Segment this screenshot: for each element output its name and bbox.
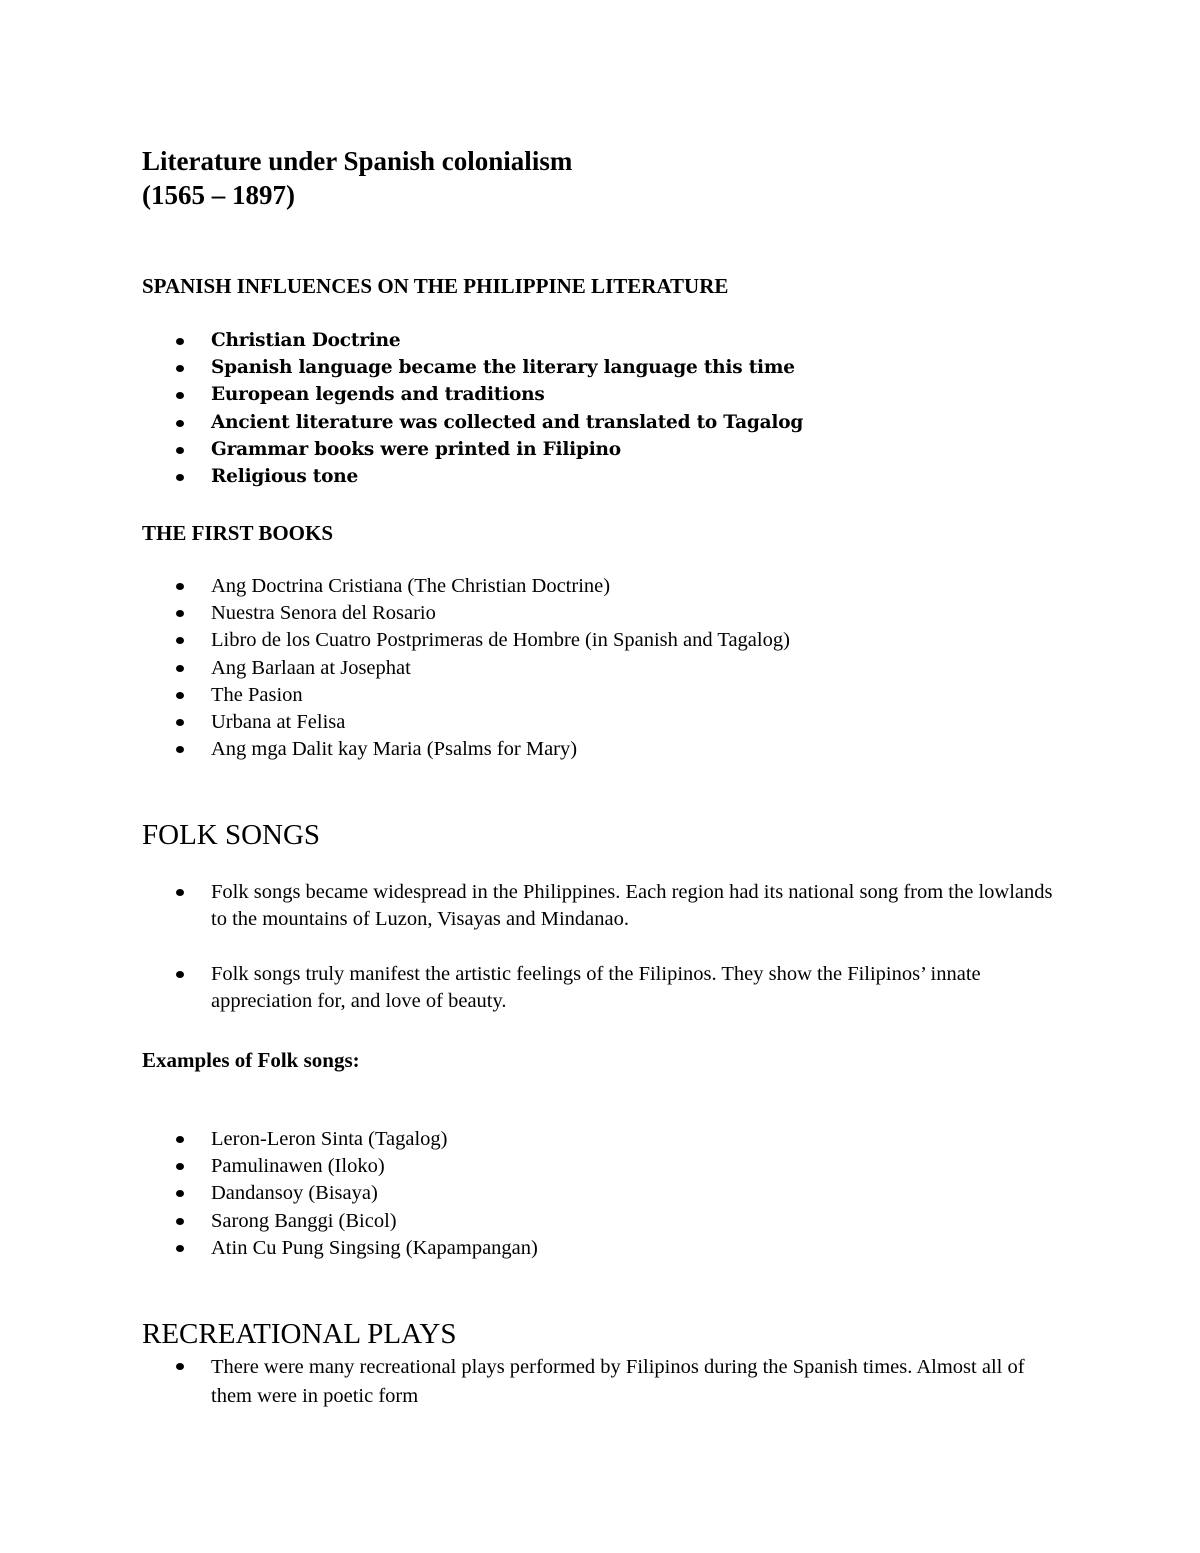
list-item: Nuestra Senora del Rosario <box>0 600 1200 627</box>
list-item: The Pasion <box>0 682 1200 709</box>
recreational-plays-list <box>0 1353 1200 1411</box>
bullet-icon <box>176 610 184 617</box>
folk-examples-heading: Examples of Folk songs: <box>142 1048 360 1072</box>
list-item: Folk songs truly manifest the artistic feelings of the Filipinos. They show the Filipinos’ innate appreciation for, and love of beauty. <box>0 961 1200 1015</box>
bullet-icon <box>176 1136 184 1143</box>
bullet-icon <box>176 420 184 427</box>
folk-songs-list <box>0 879 1200 1015</box>
document-title <box>142 144 572 212</box>
first-books-heading: THE FIRST BOOKS <box>142 521 334 545</box>
list-item: Ancient literature was collected and translated to Tagalog <box>0 409 1200 436</box>
bullet-icon <box>176 338 184 345</box>
bullet-icon <box>176 637 184 644</box>
recreational-plays-heading: RECREATIONAL PLAYS <box>142 1318 457 1350</box>
list-item: Pamulinawen (Iloko) <box>0 1153 1200 1180</box>
bullet-icon <box>176 1190 184 1197</box>
bullet-icon <box>176 1218 184 1225</box>
title-line-2: (1565 – 1897) <box>142 180 295 210</box>
folk-songs-heading: FOLK SONGS <box>142 819 321 851</box>
bullet-icon <box>176 889 184 896</box>
list-item: Leron-Leron Sinta (Tagalog) <box>0 1126 1200 1153</box>
bullet-icon <box>176 474 184 481</box>
bullet-icon <box>176 447 184 454</box>
influences-heading: SPANISH INFLUENCES ON THE PHILIPPINE LITERATURE <box>142 274 729 298</box>
bullet-icon <box>176 1163 184 1170</box>
list-item: Dandansoy (Bisaya) <box>0 1180 1200 1207</box>
list-item: Ang Barlaan at Josephat <box>0 655 1200 682</box>
list-item: European legends and traditions <box>0 381 1200 408</box>
list-item: Libro de los Cuatro Postprimeras de Hombre (in Spanish and Tagalog) <box>0 627 1200 654</box>
bullet-icon <box>176 365 184 372</box>
bullet-icon <box>176 392 184 399</box>
bullet-icon <box>176 719 184 726</box>
list-item: Sarong Banggi (Bicol) <box>0 1208 1200 1235</box>
list-item: There were many recreational plays performed by Filipinos during the Spanish times. Almost all of them were in poetic form <box>0 1353 1200 1411</box>
list-item: Folk songs became widespread in the Philippines. Each region had its national song from the lowlands to the mountains of Luzon, Visayas and Mindanao. <box>0 879 1200 933</box>
folk-examples-list <box>0 1126 1200 1262</box>
bullet-icon <box>176 1245 184 1252</box>
list-item: Ang mga Dalit kay Maria (Psalms for Mary) <box>0 736 1200 763</box>
list-item: Christian Doctrine <box>0 327 1200 354</box>
list-item: Spanish language became the literary language this time <box>0 354 1200 381</box>
bullet-icon <box>176 583 184 590</box>
title-line-1: Literature under Spanish colonialism <box>142 146 573 176</box>
list-item: Religious tone <box>0 463 1200 490</box>
list-item: Grammar books were printed in Filipino <box>0 436 1200 463</box>
bullet-icon <box>176 746 184 753</box>
list-item: Urbana at Felisa <box>0 709 1200 736</box>
first-books-list <box>0 573 1200 763</box>
influences-list <box>0 327 1200 490</box>
bullet-icon <box>176 692 184 699</box>
list-item: Atin Cu Pung Singsing (Kapampangan) <box>0 1235 1200 1262</box>
bullet-icon <box>176 1363 184 1370</box>
list-item: Ang Doctrina Cristiana (The Christian Doctrine) <box>0 573 1200 600</box>
bullet-icon <box>176 971 184 978</box>
bullet-icon <box>176 665 184 672</box>
